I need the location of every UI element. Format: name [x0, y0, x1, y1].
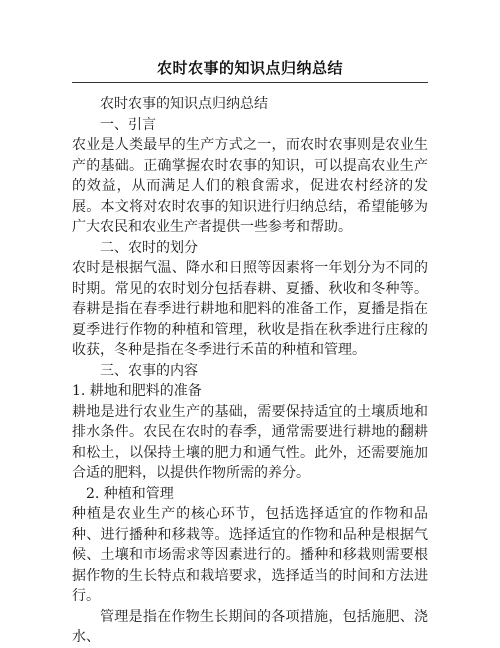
page-title: 农时农事的知识点归纳总结 [156, 59, 343, 77]
paragraph-planting: 种植是农业生产的核心环节，包括选择适宜的作物和品种、进行播种和移栽等。选择适宜的作物和品种是根据气候、土壤和市场需求等因素进行的。播种和移栽则需要根据作物的生长特点和栽培要求，选择适当的时间和方法进行。 [72, 506, 428, 604]
section-heading-seasons: 二、农时的划分 [100, 239, 198, 256]
subheading-planting: 2. 种植和管理 [86, 485, 174, 502]
paragraph-seasons: 农时是根据气温、降水和日照等因素将一年划分为不同的时期。常见的农时划分包括春耕、夏播、秋收和冬种等。春耕是指在春季进行耕地和肥料的准备工作，夏播是指在夏季进行作物的种植和管理，秋收是指在秋季进行庄稼的收获，冬种是指在冬季进行禾苗的种植和管理。 [72, 260, 428, 358]
section-heading-intro: 一、引言 [100, 116, 156, 133]
body-heading: 农时农事的知识点归纳总结 [100, 96, 268, 112]
title-divider [72, 82, 428, 83]
document-body [72, 94, 428, 648]
subheading-land-fertilizer: 1. 耕地和肥料的准备 [72, 383, 202, 399]
section-heading-farm-work: 三、农事的内容 [100, 362, 198, 379]
paragraph-management: 管理是指在作物生长期间的各项措施，包括施肥、浇水、 [72, 608, 428, 645]
paragraph-intro: 农业是人类最早的生产方式之一，而农时农事则是农业生产的基础。正确掌握农时农事的知识，可以提高农业生产的效益，从而满足人们的粮食需求，促进农村经济的发展。本文将对农时农事的知识进行归纳总结，希望能够为广大农民和农业生产者提供一些参考和帮助。 [72, 137, 428, 235]
paragraph-land-fertilizer: 耕地是进行农业生产的基础，需要保持适宜的土壤质地和排水条件。农民在农时的春季，通常需要进行耕地的翻耕和松土，以保持土壤的肥力和通气性。此外，还需要施加合适的肥料，以提供作物所需的养分。 [72, 403, 428, 481]
